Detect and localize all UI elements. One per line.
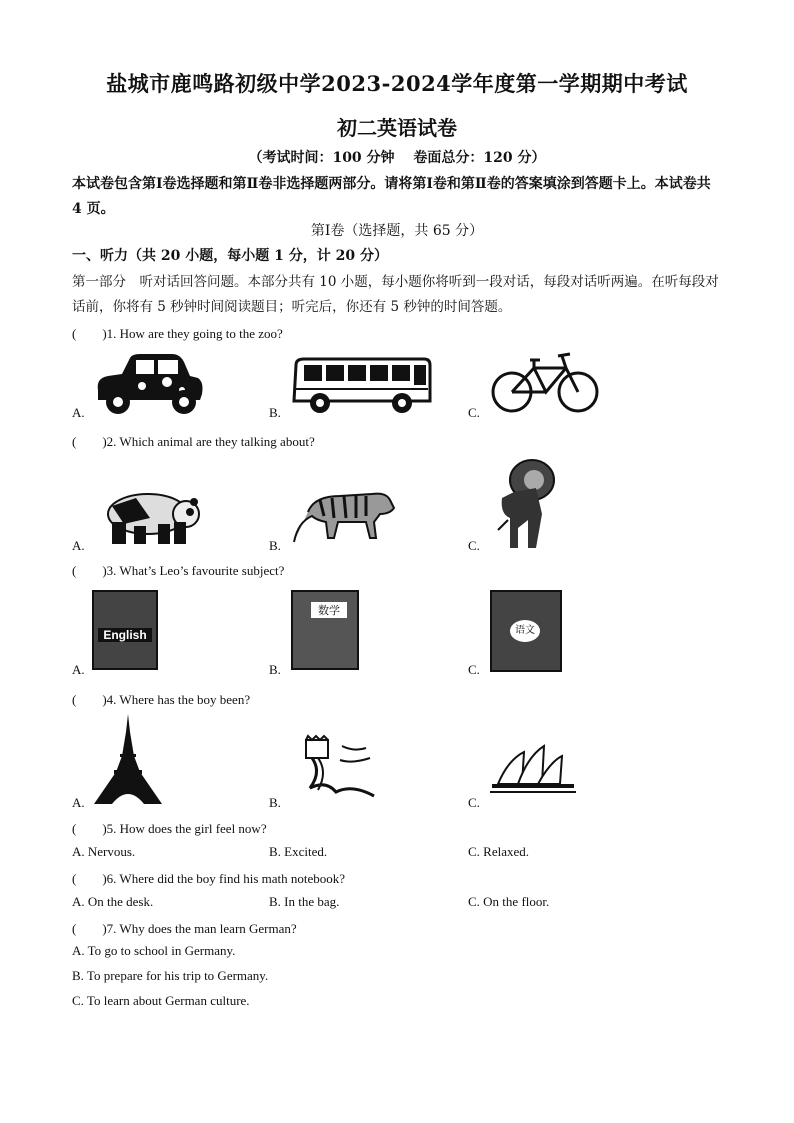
exam-info: （考试时间：100 分钟 卷面总分：120 分） [248,150,546,166]
english-book-icon [92,590,158,670]
q7-option-b: B. To prepare for his trip to Germany. [72,968,269,983]
q5-option-c: C. Relaxed. [468,844,530,859]
q3-option-b-label: B. [269,662,281,677]
car-icon [92,350,207,416]
q5-option-a: A. Nervous. [72,844,136,859]
q4-option-b-label: B. [269,795,281,810]
opera-house-icon [488,742,578,794]
q2-option-c-label: C. [468,538,480,553]
bus-icon [290,355,432,415]
math-book-icon [291,590,359,670]
question-5: ( )5. How does the girl feel now? [72,821,267,836]
exam-intro: 本试卷包含第Ⅰ卷选择题和第Ⅱ卷非选择题两部分。请将第Ⅰ卷和第Ⅱ卷的答案填涂到答题卡上。本试卷共 4 页。 [72,176,711,217]
q2-option-b-label: B. [269,538,281,553]
panda-icon [90,488,202,548]
q1-option-b-label: B. [269,405,281,420]
q2-option-a-label: A. [72,538,85,553]
question-6: ( )6. Where did the boy find his math notebook? [72,871,346,886]
question-1: ( )1. How are they going to the zoo? [72,326,283,341]
q3-option-c-label: C. [468,662,480,677]
chinese-book-label: 语文 [510,620,540,642]
part1-title: 第Ⅰ卷（选择题，共 65 分） [310,223,484,239]
question-2: ( )2. Which animal are they talking about? [72,434,315,449]
section1-directions: 第一部分 听对话回答问题。本部分共有 10 小题，每小题你将听到一段对话，每段对话听两遍。在听每段对话前，你将有 5 秒钟时间阅读题目；听完后，你还有 5 秒钟的时间答题。 [72,274,719,315]
question-7: ( )7. Why does the man learn German? [72,921,297,936]
q7-option-a: A. To go to school in Germany. [72,943,236,958]
bicycle-icon [490,348,600,416]
exam-subtitle: 初二英语试卷 [337,116,457,140]
great-wall-icon [292,732,376,804]
q4-option-a-label: A. [72,795,85,810]
q7-option-c: C. To learn about German culture. [72,993,250,1008]
exam-title: 盐城市鹿鸣路初级中学2023-2024学年度第一学期期中考试 [106,71,688,96]
english-book-label: English [98,628,152,642]
lion-icon [496,458,558,550]
question-4: ( )4. Where has the boy been? [72,692,251,707]
tiger-icon [290,482,400,548]
question-3: ( )3. What’s Leo’s favourite subject? [72,563,285,578]
q1-option-c-label: C. [468,405,480,420]
q6-option-a: A. On the desk. [72,894,154,909]
q6-option-c: C. On the floor. [468,894,550,909]
q6-option-b: B. In the bag. [269,894,340,909]
q3-option-a-label: A. [72,662,85,677]
q1-option-a-label: A. [72,405,85,420]
chinese-book-icon [490,590,562,672]
math-book-label: 数学 [311,602,347,618]
eiffel-tower-icon [92,712,164,806]
q4-option-c-label: C. [468,795,480,810]
section1-heading: 一、听力（共 20 小题，每小题 1 分，计 20 分） [72,248,388,264]
q5-option-b: B. Excited. [269,844,328,859]
